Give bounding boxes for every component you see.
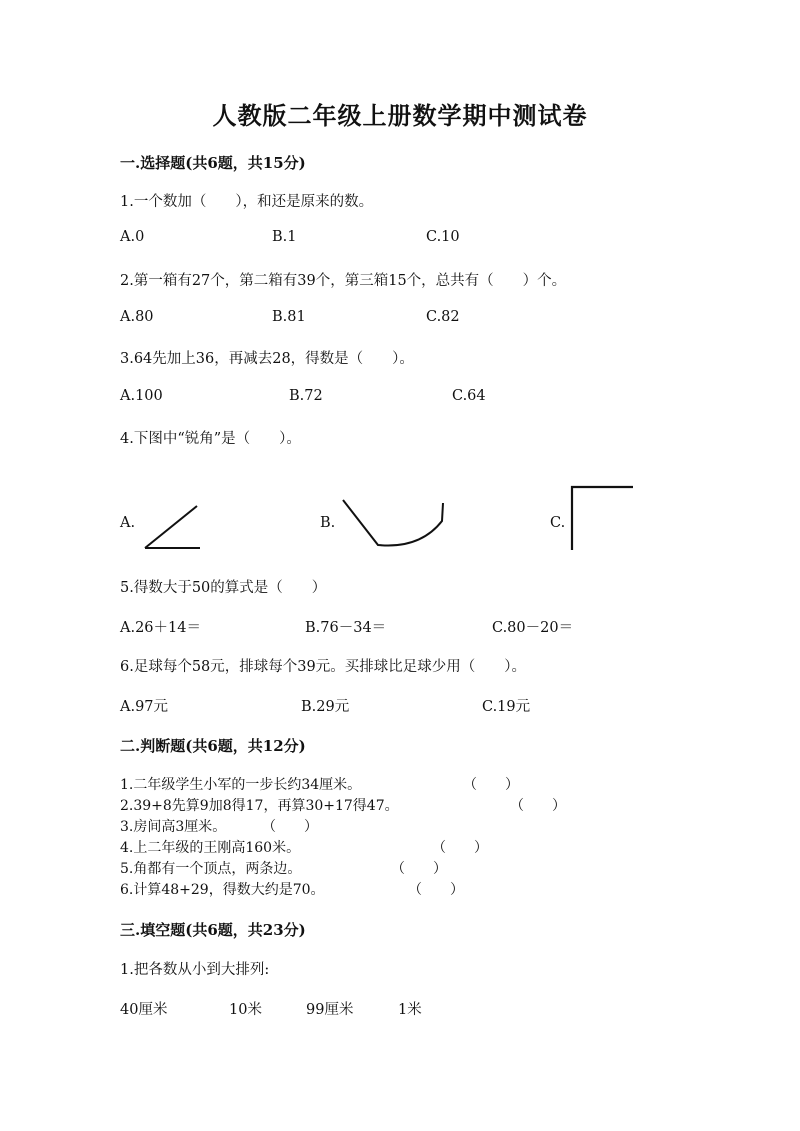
question-6-text: 6.足球每个58元，排球每个39元。买排球比足球少用（ ）。 xyxy=(120,659,526,675)
fill-question-1-value-4: 1米 xyxy=(398,1002,422,1018)
section-heading-judgement: 二.判断题(共6题，共12分) xyxy=(120,737,306,755)
question-1-option-c: C.10 xyxy=(426,229,460,245)
question-3-option-c: C.64 xyxy=(452,388,486,404)
question-1-text: 1.一个数加（ ），和还是原来的数。 xyxy=(120,194,374,210)
judgement-3-blank: （ ） xyxy=(262,819,318,835)
question-2-option-c: C.82 xyxy=(426,309,460,325)
judgement-2-blank: （ ） xyxy=(510,798,566,814)
fill-question-1-text: 1.把各数从小到大排列: xyxy=(120,962,270,978)
judgement-6-text: 6.计算48+29，得数大约是70。 xyxy=(120,882,325,898)
question-1-option-b: B.1 xyxy=(272,229,297,245)
angle-figure-a xyxy=(140,500,210,560)
question-3-text: 3.64先加上36，再减去28，得数是（ ）。 xyxy=(120,351,414,367)
section-heading-fill-in: 三.填空题(共6题，共23分) xyxy=(120,921,306,939)
question-6-option-a: A.97元 xyxy=(120,699,169,715)
question-4-option-a: A. xyxy=(120,515,136,531)
judgement-5-blank: （ ） xyxy=(391,861,447,877)
judgement-1-blank: （ ） xyxy=(463,777,519,793)
question-2-option-a: A.80 xyxy=(120,309,154,325)
judgement-1-text: 1.二年级学生小军的一步长约34厘米。 xyxy=(120,777,362,793)
question-5-option-a: A.26＋14＝ xyxy=(120,620,201,636)
question-5-option-b: B.76－34＝ xyxy=(305,620,387,636)
fill-question-1-value-2: 10米 xyxy=(229,1002,262,1018)
question-1-option-a: A.0 xyxy=(120,229,145,245)
judgement-6-blank: （ ） xyxy=(408,882,464,898)
question-5-option-c: C.80－20＝ xyxy=(492,620,574,636)
question-6-option-b: B.29元 xyxy=(301,699,350,715)
angle-figure-b xyxy=(340,497,450,557)
question-3-option-b: B.72 xyxy=(289,388,323,404)
fill-question-1-value-3: 99厘米 xyxy=(306,1002,354,1018)
judgement-4-blank: （ ） xyxy=(432,840,488,856)
judgement-3-text: 3.房间高3厘米。 xyxy=(120,819,227,835)
question-2-text: 2.第一箱有27个，第二箱有39个，第三箱15个，总共有（ ）个。 xyxy=(120,273,567,289)
judgement-5-text: 5.角都有一个顶点，两条边。 xyxy=(120,861,302,877)
question-4-text: 4.下图中“锐角”是（ ）。 xyxy=(120,431,301,447)
judgement-4-text: 4.上二年级的王刚高160米。 xyxy=(120,840,301,856)
question-2-option-b: B.81 xyxy=(272,309,306,325)
page-title: 人教版二年级上册数学期中测试卷 xyxy=(212,101,588,130)
angle-figure-c xyxy=(567,482,637,552)
question-4-option-c: C. xyxy=(550,515,566,531)
question-5-text: 5.得数大于50的算式是（ ） xyxy=(120,580,327,596)
question-4-option-b: B. xyxy=(320,515,336,531)
section-heading-choice: 一.选择题(共6题，共15分) xyxy=(120,154,306,172)
judgement-2-text: 2.39+8先算9加8得17，再算30+17得47。 xyxy=(120,798,399,814)
question-3-option-a: A.100 xyxy=(120,388,163,404)
question-6-option-c: C.19元 xyxy=(482,699,531,715)
fill-question-1-value-1: 40厘米 xyxy=(120,1002,168,1018)
